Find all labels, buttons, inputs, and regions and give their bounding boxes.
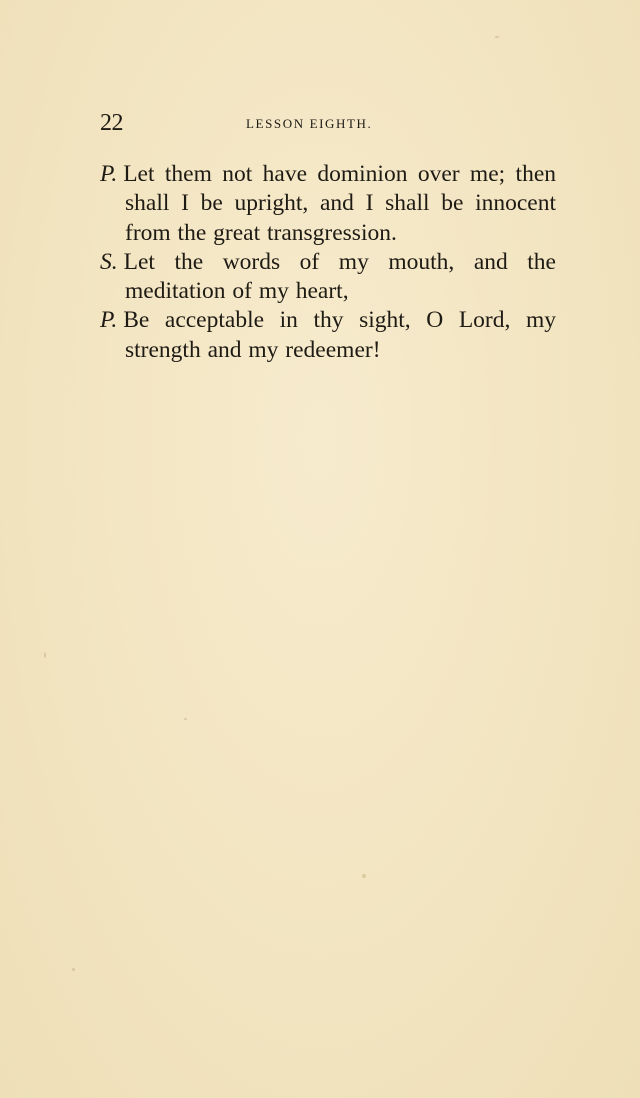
page-header (100, 108, 554, 138)
paper-speck (495, 36, 499, 38)
verse (100, 160, 556, 248)
page-number: 22 (100, 110, 123, 136)
paper-speck (362, 874, 366, 878)
speaker-label: S. (100, 248, 118, 275)
verse (100, 248, 556, 307)
running-head: LESSON EIGHTH. (246, 116, 373, 131)
paper-speck (184, 718, 187, 720)
speaker-label: P. (100, 307, 118, 334)
speaker-label: P. (100, 161, 118, 187)
verse (100, 306, 556, 365)
verse-text: Let them not have dominion over me; then shall I be upright, and I shall be innocent from the great transgression. (123, 161, 556, 246)
paper-speck (72, 968, 75, 971)
lesson-text (100, 160, 556, 365)
verse-text: Be acceptable in thy sight, O Lord, my strength and my redeemer! (123, 307, 556, 363)
verse-text: Let the words of my mouth, and the meditation of my heart, (123, 248, 556, 305)
paper-speck (44, 652, 46, 658)
